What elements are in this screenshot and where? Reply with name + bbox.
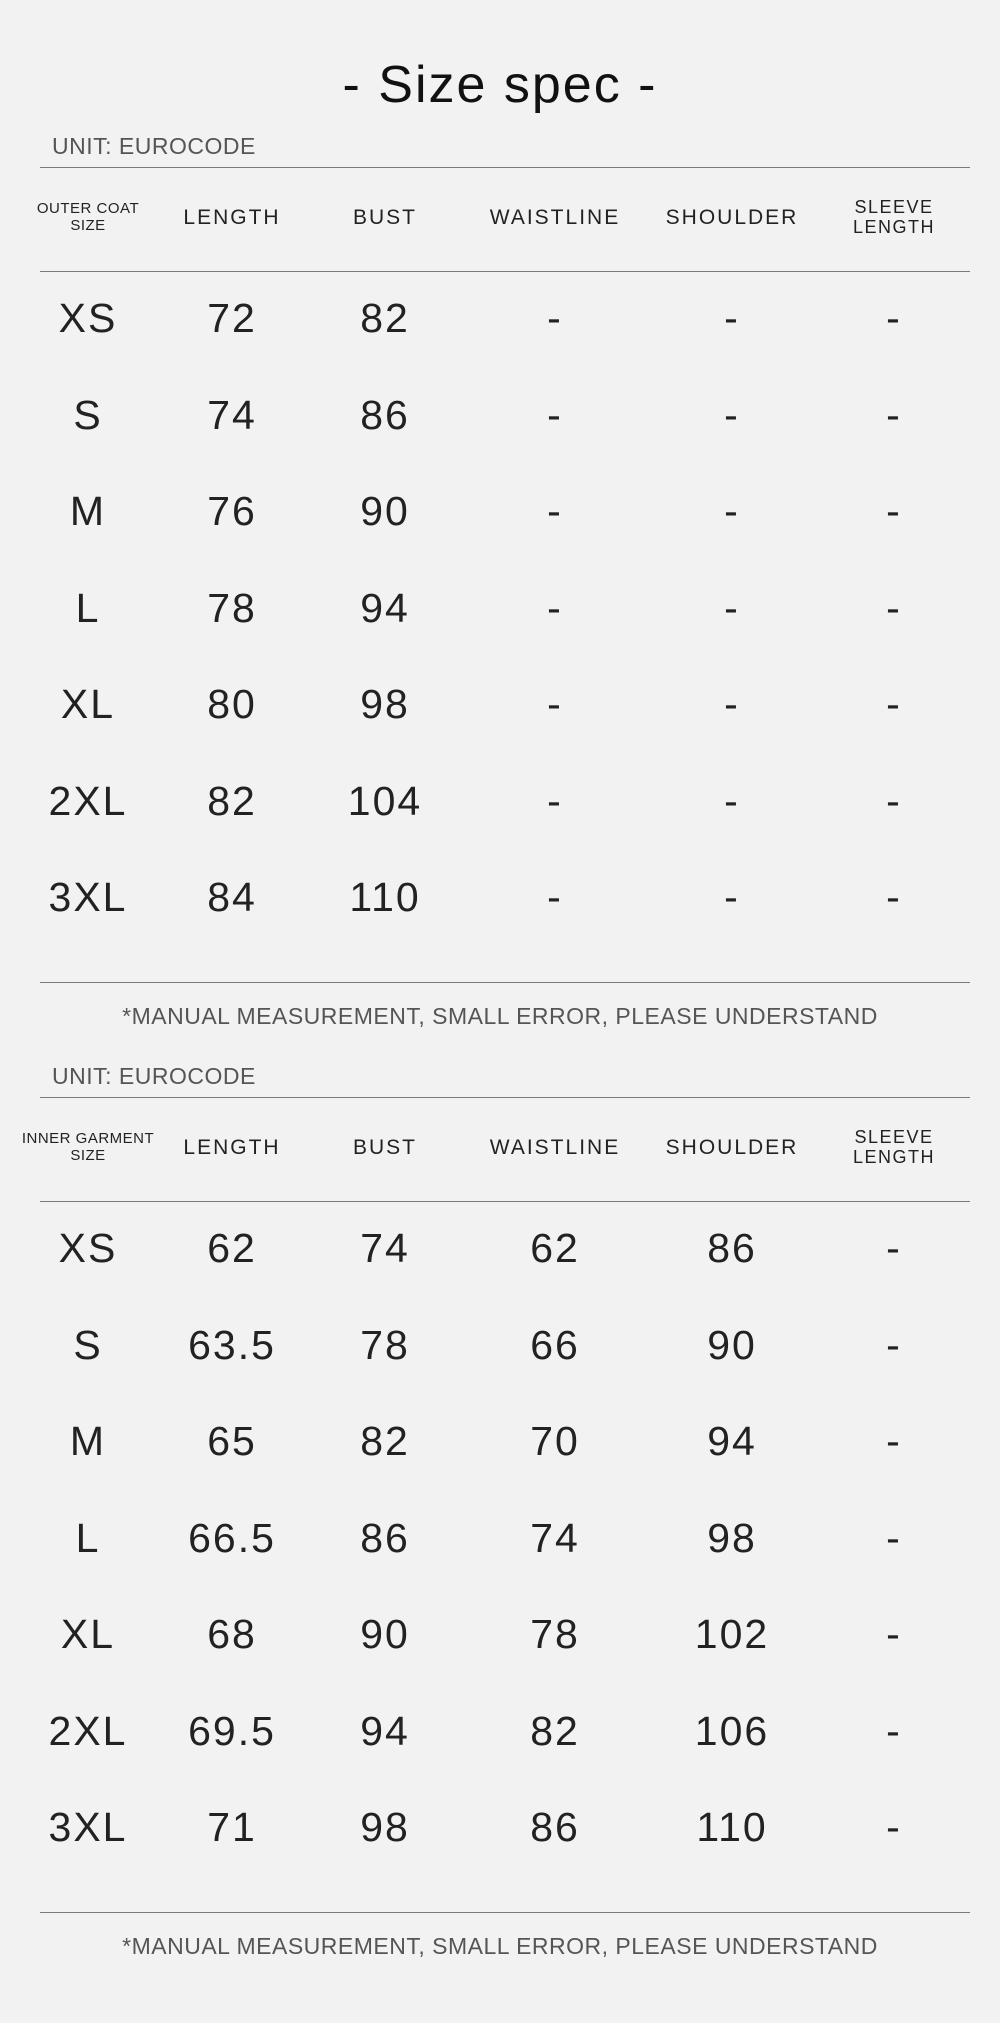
cell-length: 72 [207,295,257,341]
cell-length: 82 [207,777,257,824]
divider [40,167,970,168]
header-sleeve-length [853,197,935,237]
cell-length: 65 [207,1418,257,1464]
cell-waistline: - [547,874,563,920]
cell-length: 84 [207,874,257,920]
header-waistline: WAISTLINE [489,206,621,229]
cell-shoulder: 94 [707,1418,757,1464]
cell-bust: 78 [360,1321,410,1368]
cell-bust: 82 [360,295,410,341]
cell-bust: 94 [360,584,410,631]
cell-bust: 110 [349,874,421,920]
cell-shoulder: - [724,874,740,920]
cell-length: 80 [207,681,257,727]
cell-bust: 90 [360,1611,410,1657]
header-shoulder: SHOULDER [665,1136,799,1159]
header-size-text: OUTER COAT [36,200,140,217]
cell-bust: 104 [347,777,423,824]
cell-size: L [75,1514,101,1561]
header-size-text: INNER GARMENT [21,1130,155,1147]
cell-waistline: 86 [530,1804,580,1850]
cell-sleeve-length: - [886,874,902,920]
header-sleeve-text: LENGTH [852,1147,936,1167]
cell-length: 69.5 [188,1707,276,1754]
cell-bust: 98 [360,1804,410,1850]
cell-size: S [73,391,103,438]
cell-size: 2XL [48,777,128,824]
header-sleeve-text: LENGTH [852,217,936,237]
cell-waistline: - [547,391,563,438]
cell-length: 74 [207,391,257,438]
cell-sleeve-length: - [886,777,902,824]
cell-size: XS [58,1225,118,1271]
header-sleeve-text: SLEEVE [854,1127,934,1147]
cell-waistline: 70 [530,1418,580,1464]
cell-shoulder: - [724,295,740,341]
page-title: - Size spec - [342,56,658,114]
cell-waistline: 82 [530,1707,580,1754]
measurement-note: *MANUAL MEASUREMENT, SMALL ERROR, PLEASE UNDERSTAND [122,1003,878,1029]
header-size [22,1130,154,1164]
unit-label: UNIT: EUROCODE [52,133,256,159]
cell-size: XL [60,1611,116,1657]
cell-size: S [73,1321,103,1368]
cell-shoulder: - [724,584,740,631]
cell-waistline: - [547,681,563,727]
cell-waistline: - [547,777,563,824]
cell-bust: 90 [360,488,410,534]
cell-sleeve-length: - [886,584,902,631]
cell-sleeve-length: - [886,488,902,534]
divider [40,271,970,272]
cell-sleeve-length: - [886,1418,902,1464]
cell-shoulder: - [724,681,740,727]
header-waistline: WAISTLINE [489,1136,621,1159]
cell-waistline: - [547,488,563,534]
cell-shoulder: 110 [696,1804,768,1850]
cell-waistline: 62 [530,1225,580,1271]
cell-waistline: 66 [530,1321,580,1368]
cell-sleeve-length: - [886,1514,902,1561]
header-length: LENGTH [183,206,281,229]
cell-waistline: 78 [530,1611,580,1657]
cell-length: 68 [207,1611,257,1657]
cell-bust: 74 [360,1225,410,1271]
divider [40,982,970,983]
cell-sleeve-length: - [886,391,902,438]
cell-size: L [75,584,101,631]
cell-bust: 86 [360,1514,410,1561]
cell-size: 3XL [48,1804,128,1850]
cell-waistline: - [547,584,563,631]
cell-bust: 94 [360,1707,410,1754]
cell-sleeve-length: - [886,681,902,727]
header-bust: BUST [352,206,418,229]
header-length: LENGTH [183,1136,281,1159]
cell-shoulder: - [724,777,740,824]
cell-shoulder: - [724,391,740,438]
cell-shoulder: 90 [707,1321,757,1368]
cell-size: XS [58,295,118,341]
cell-length: 63.5 [188,1321,276,1368]
measurement-note: *MANUAL MEASUREMENT, SMALL ERROR, PLEASE UNDERSTAND [122,1933,878,1959]
cell-waistline: 74 [530,1514,580,1561]
cell-shoulder: 106 [694,1707,770,1754]
divider [40,1912,970,1913]
cell-sleeve-length: - [886,1707,902,1754]
header-bust: BUST [352,1136,418,1159]
cell-shoulder: 98 [707,1514,757,1561]
header-shoulder: SHOULDER [665,206,799,229]
cell-length: 71 [207,1804,257,1850]
cell-length: 76 [207,488,257,534]
divider [40,1097,970,1098]
cell-sleeve-length: - [886,1225,902,1271]
unit-label: UNIT: EUROCODE [52,1063,256,1089]
header-size-text: SIZE [70,1147,106,1164]
cell-sleeve-length: - [886,295,902,341]
cell-size: 3XL [48,874,128,920]
header-size-text: SIZE [70,217,106,234]
cell-bust: 82 [360,1418,410,1464]
cell-length: 66.5 [188,1514,276,1561]
cell-size: M [69,488,107,534]
header-sleeve-length [853,1127,935,1167]
cell-bust: 98 [360,681,410,727]
header-size [37,200,139,234]
cell-size: 2XL [48,1707,128,1754]
cell-length: 78 [207,584,257,631]
cell-waistline: - [547,295,563,341]
cell-sleeve-length: - [886,1321,902,1368]
header-sleeve-text: SLEEVE [854,197,934,217]
cell-shoulder: - [724,488,740,534]
divider [40,1201,970,1202]
cell-sleeve-length: - [886,1804,902,1850]
cell-shoulder: 102 [694,1611,770,1657]
cell-size: M [69,1418,107,1464]
cell-bust: 86 [360,391,410,438]
cell-shoulder: 86 [707,1225,757,1271]
cell-size: XL [60,681,116,727]
cell-sleeve-length: - [886,1611,902,1657]
cell-length: 62 [207,1225,257,1271]
